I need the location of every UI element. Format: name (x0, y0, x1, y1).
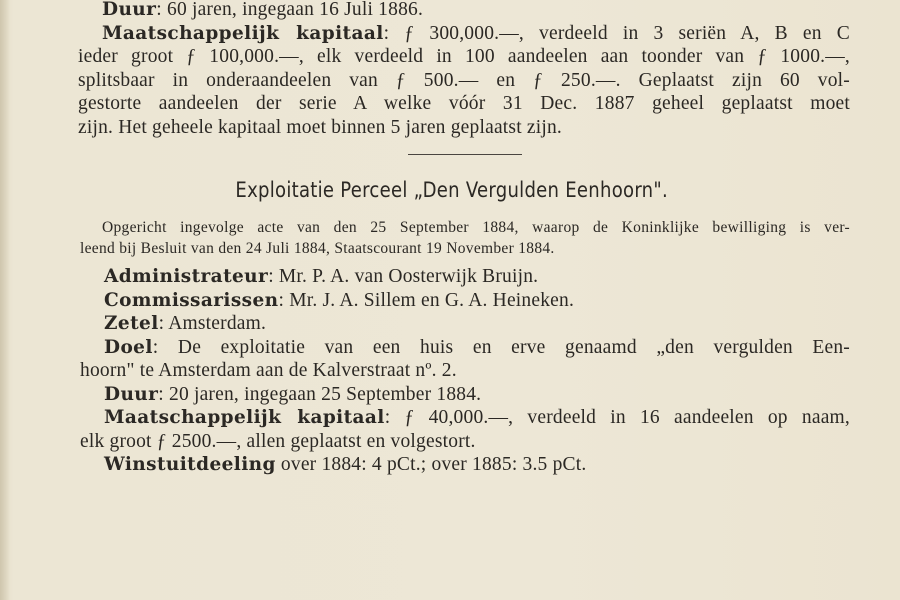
prev-kapitaal-line-3: splitsbaar in onderaandeelen van ƒ 500.— en ƒ 250.—. Geplaatst zijn 60 vol- (78, 69, 850, 91)
doel-line (80, 336, 850, 360)
kapitaal-line (80, 406, 850, 430)
winst-line (80, 453, 850, 477)
doel-text: : De exploitatie van een huis en erve genaamd „den vergulden Een- (152, 336, 850, 358)
kapitaal-label: Maatschappelijk kapitaal (104, 407, 385, 428)
prev-kapitaal-text: : ƒ 300,000.—, verdeeld in 3 seriën A, B en C (383, 22, 850, 44)
zetel-label: Zetel (104, 313, 159, 334)
prev-kapitaal-line-4: gestorte aandeelen der serie A welke vóór 31 Dec. 1887 geheel geplaatst moet (78, 93, 850, 114)
zetel-text: : Amsterdam. (158, 313, 267, 334)
entry-title: Exploitatie Perceel „Den Vergulden Eenhoorn". (235, 178, 668, 202)
prev-duur-text: : 60 jaren, ingegaan 16 Juli 1886. (156, 0, 424, 20)
prev-kapitaal-line (78, 22, 850, 46)
section-divider (408, 154, 522, 155)
administrateur-label: Administrateur (104, 266, 269, 287)
commissarissen-line (80, 289, 850, 313)
commissarissen-label: Commissarissen (104, 289, 279, 311)
duur-line (80, 383, 850, 407)
winst-label: Winstuitdeeling (104, 454, 276, 475)
kapitaal-line-2: elk groot ƒ 2500.—, allen geplaatst en volgestort. (80, 430, 476, 452)
previous-entry (78, 0, 850, 139)
prev-duur-line (78, 0, 850, 22)
prev-kapitaal-line-2: ieder groot ƒ 100,000.—, elk verdeeld in 100 aandeelen aan toonder van ƒ 1000.—, (78, 46, 850, 67)
page-gutter-shadow (0, 0, 10, 600)
doel-label: Doel (104, 336, 153, 358)
zetel-line (80, 312, 850, 336)
duur-text: : 20 jaren, ingegaan 25 September 1884. (158, 383, 482, 405)
entry-fields (80, 265, 850, 477)
prev-kapitaal-line-5: zijn. Het geheele kapitaal moet binnen 5 jaren geplaatst zijn. (78, 116, 563, 138)
winst-text: over 1884: 4 pCt.; over 1885: 3.5 pCt. (275, 454, 587, 475)
prev-duur-label: Duur (102, 0, 157, 20)
prev-kapitaal-label: Maatschappelijk kapitaal (102, 22, 384, 44)
commissarissen-text: : Mr. J. A. Sillem en G. A. Heineken. (278, 289, 575, 311)
duur-label: Duur (104, 383, 159, 405)
doel-line-2: hoorn" te Amsterdam aan de Kalverstraat nº. 2. (80, 360, 457, 381)
intro-line-2: leend bij Besluit van den 24 Juli 1884, Staatscourant 19 November 1884. (80, 240, 555, 257)
entry-intro (80, 217, 850, 259)
administrateur-line (80, 265, 850, 289)
kapitaal-text: : ƒ 40,000.—, verdeeld in 16 aandeelen op naam, (384, 407, 850, 428)
intro-line-1: Opgericht ingevolge acte van den 25 September 1884, waarop de Koninklijke bewilliging is ver- (102, 219, 850, 236)
administrateur-text: : Mr. P. A. van Oosterwijk Bruijn. (268, 266, 539, 287)
